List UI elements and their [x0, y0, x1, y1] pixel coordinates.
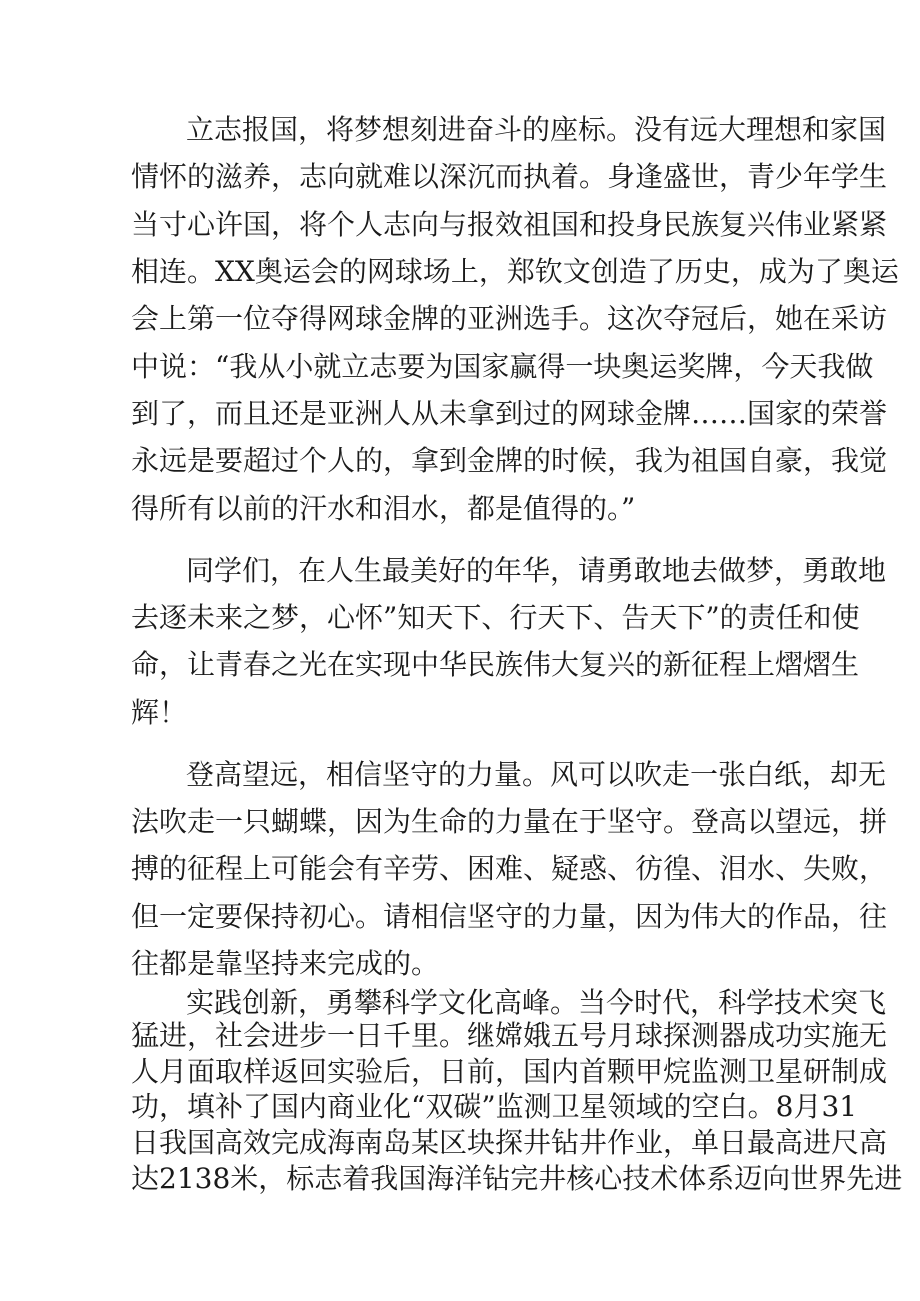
text-line: 搏的征程上可能会有辛劳、困难、疑惑、彷徨、泪水、失败，: [131, 852, 888, 885]
text-line: 当寸心许国，将个人志向与报效祖国和投身民族复兴伟业紧紧: [131, 208, 888, 241]
text-line: 立志报国，将梦想刻进奋斗的座标。没有远大理想和家国: [186, 113, 887, 146]
text-line: 得所有以前的汗水和泪水，都是值得的。”: [131, 492, 636, 525]
text-line: 登高望远，相信坚守的力量。风可以吹走一张白纸，却无: [186, 758, 887, 791]
text-line: 中说：“我从小就立志要为国家赢得一块奥运奖牌，今天我做: [131, 350, 874, 383]
text-line: 功，填补了国内商业化“双碳”监测卫星领域的空白。8月31: [131, 1090, 858, 1123]
text-line: 永远是要超过个人的，拿到金牌的时候，我为祖国自豪，我觉: [131, 444, 888, 477]
text-line: 达2138米，标志着我国海洋钻完井核心技术体系迈向世界先进: [131, 1162, 903, 1195]
text-line: 同学们，在人生最美好的年华，请勇敢地去做梦，勇敢地: [186, 554, 887, 587]
text-line: 情怀的滋养，志向就难以深沉而执着。身逢盛世，青少年学生: [131, 160, 888, 193]
text-line: 命，让青春之光在实现中华民族伟大复兴的新征程上熠熠生: [131, 648, 860, 681]
text-line: 往都是靠坚持来完成的。: [131, 947, 440, 980]
text-line: 但一定要保持初心。请相信坚守的力量，因为伟大的作品，往: [131, 900, 888, 933]
text-line: 实践创新，勇攀科学文化高峰。当今时代，科学技术突飞: [186, 986, 887, 1019]
text-line: 人月面取样返回实验后，日前，国内首颗甲烷监测卫星研制成: [131, 1055, 888, 1088]
text-line: 去逐未来之梦，心怀”知天下、行天下、告天下”的责任和使: [131, 601, 860, 634]
text-line: 猛进，社会进步一日千里。继嫦娥五号月球探测器成功实施无: [131, 1019, 888, 1052]
text-line: 会上第一位夺得网球金牌的亚洲选手。这次夺冠后，她在采访: [131, 302, 888, 335]
text-line: 法吹走一只蝴蝶，因为生命的力量在于坚守。登高以望远，拼: [131, 805, 888, 838]
text-line: 辉！: [131, 696, 188, 729]
text-line: 日我国高效完成海南岛某区块探井钻井作业，单日最高进尺高: [131, 1126, 888, 1159]
text-line: 相连。XX奥运会的网球场上，郑钦文创造了历史，成为了奥运: [131, 255, 899, 288]
text-line: 到了，而且还是亚洲人从未拿到过的网球金牌……国家的荣誉: [131, 397, 888, 430]
